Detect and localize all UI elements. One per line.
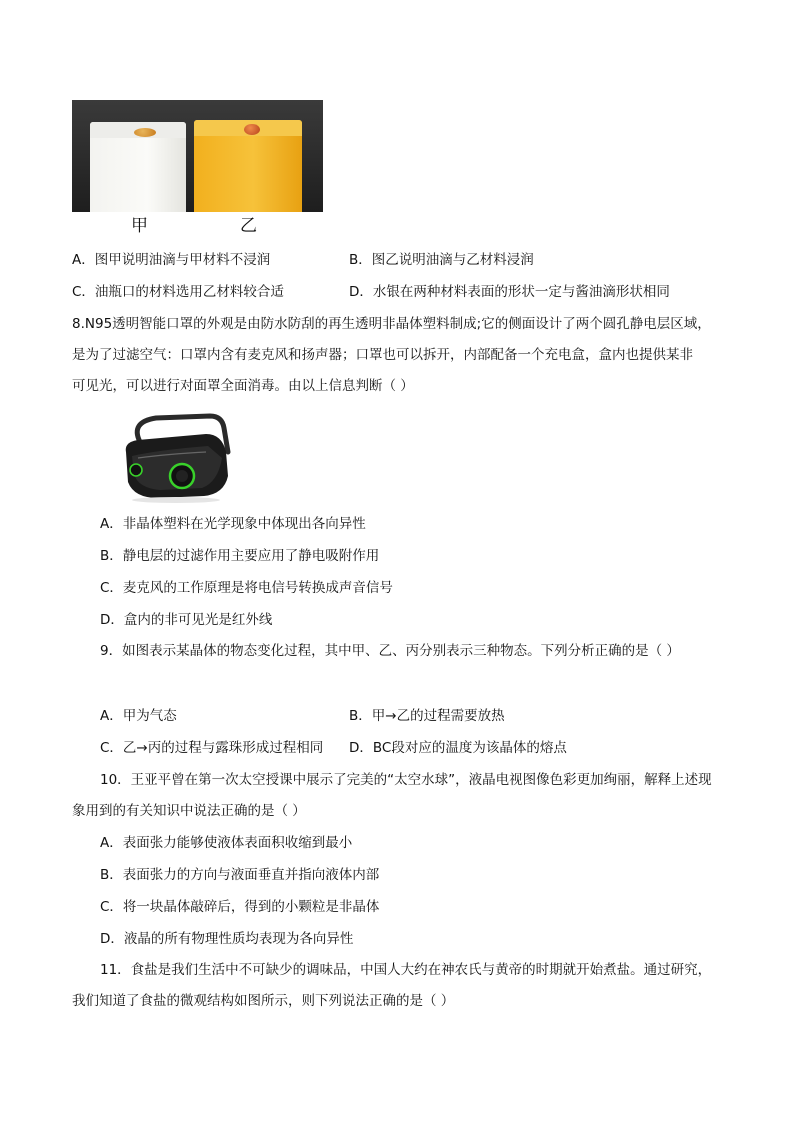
q9-option-a: A．甲为气态 — [100, 708, 177, 724]
q11-stem-line-2: 我们知道了食盐的微观结构如图所示，则下列说法正确的是（ ） — [72, 993, 455, 1009]
q8-stem-line-3: 可见光，可以进行对面罩全面消毒。由以上信息判断（ ） — [72, 378, 414, 394]
q10-option-b: B．表面张力的方向与液面垂直并指向液体内部 — [100, 867, 380, 883]
q9-option-d: D．BC段对应的温度为该晶体的熔点 — [349, 740, 567, 756]
q11-stem-line-1: 11．食盐是我们生活中不可缺少的调味品，中国人大约在神农氏与黄帝的时期就开始煮盐。通过研究， — [100, 962, 712, 978]
q8-option-a: A．非晶体塑料在光学现象中体现出各向异性 — [100, 516, 366, 532]
smart-mask-image — [118, 412, 236, 504]
q10-option-c: C．将一块晶体敲碎后，得到的小颗粒是非晶体 — [100, 899, 380, 915]
q7-option-a: A．图甲说明油滴与甲材料不浸润 — [72, 252, 271, 268]
oil-drop-on-yellow — [244, 124, 260, 135]
q7-option-c: C．油瓶口的材料选用乙材料较合适 — [72, 284, 284, 300]
q9-option-c: C．乙→丙的过程与露珠形成过程相同 — [100, 740, 324, 756]
q8-option-b: B．静电层的过滤作用主要应用了静电吸附作用 — [100, 548, 380, 564]
q10-option-d: D．液晶的所有物理性质均表现为各向异性 — [100, 931, 354, 947]
wetting-blocks-photo — [72, 100, 323, 212]
q10-option-a: A．表面张力能够使液体表面积收缩到最小 — [100, 835, 353, 851]
q7-option-d: D．水银在两种材料表面的形状一定与酱油滴形状相同 — [349, 284, 670, 300]
q10-stem-line-1: 10．王亚平曾在第一次太空授课中展示了完美的“太空水球”，液晶电视图像色彩更加绚丽，解释上述现 — [100, 772, 712, 788]
q10-stem-line-2: 象用到的有关知识中说法正确的是（ ） — [72, 803, 306, 819]
fig-label-jia: 甲 — [131, 216, 148, 236]
q8-stem-line-1: 8.N95透明智能口罩的外观是由防水防刮的再生透明非晶体塑料制成;它的侧面设计了两个圆孔静电层区域， — [72, 316, 711, 332]
fig-label-yi: 乙 — [240, 216, 257, 236]
q7-option-b: B．图乙说明油滴与乙材料浸润 — [349, 252, 534, 268]
oil-drop-on-white — [134, 128, 156, 137]
q9-option-b: B．甲→乙的过程需要放热 — [349, 708, 505, 724]
q8-option-d: D．盒内的非可见光是红外线 — [100, 612, 273, 628]
q9-stem: 9．如图表示某晶体的物态变化过程，其中甲、乙、丙分别表示三种物态。下列分析正确的是（ ） — [100, 643, 680, 659]
q8-option-c: C．麦克风的工作原理是将电信号转换成声音信号 — [100, 580, 393, 596]
q8-stem-line-2: 是为了过滤空气：口罩内含有麦克风和扬声器；口罩也可以拆开，内部配备一个充电盒，盒内也提供某非 — [72, 347, 693, 363]
